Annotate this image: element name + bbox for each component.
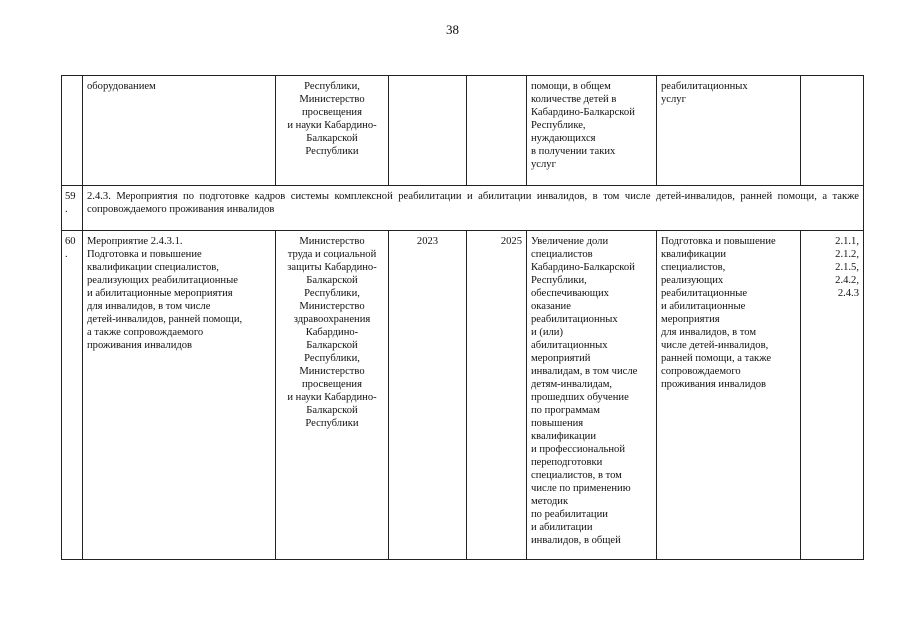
page-number: 38 (446, 22, 459, 37)
links-cell (801, 76, 864, 186)
result-cell: Увеличение доли специалистов Кабардино-Балкарской Республики, обеспечивающих оказание реабилитационных и (или) абилитационных мероприятий инвалидам, в том числе детям-инвалидам, прошедших обучение по программам повышения квалификации и профессиональной переподготовки специалистов, в том числе по применению методик по реабилитации и абилитации инвалидов, в общей (527, 231, 657, 560)
start-year-cell: 2023 (389, 231, 467, 560)
section-title: 2.4.3. Мероприятия по подготовке кадров системы комплексной реабилитации и абилитации инвалидов, в том числе детей-инвалидов, ранней помощи, а также сопровождаемого проживания инвалидов (83, 186, 864, 231)
activity-cell: оборудованием (83, 76, 276, 186)
activity-cell: Мероприятие 2.4.3.1. Подготовка и повышение квалификации специалистов, реализующих реабилитационные и абилитационные мероприятия для инвалидов, в том числе детей-инвалидов, ранней помощи, а также сопровождаемого проживания инвалидов (83, 231, 276, 560)
executor-cell: Министерство труда и социальной защиты Кабардино- Балкарской Республики, Министерство здравоохранения Кабардино- Балкарской Республики, Министерство просвещения и науки Кабардино- Балкарской Республики (276, 231, 389, 560)
result-cell: помощи, в общем количестве детей в Кабардино-Балкарской Республике, нуждающихся в получении таких услуг (527, 76, 657, 186)
program-activities-table (61, 75, 864, 560)
row-number (62, 76, 83, 186)
table-row (62, 186, 864, 231)
direction-cell: реабилитационных услуг (657, 76, 801, 186)
row-number: 60. (62, 231, 83, 560)
end-year-cell: 2025 (467, 231, 527, 560)
table-row (62, 76, 864, 186)
end-year-cell (467, 76, 527, 186)
start-year-cell (389, 76, 467, 186)
row-number: 59. (62, 186, 83, 231)
links-cell: 2.1.1, 2.1.2, 2.1.5, 2.4.2, 2.4.3 (801, 231, 864, 560)
executor-cell: Республики, Министерство просвещения и науки Кабардино- Балкарской Республики (276, 76, 389, 186)
direction-cell: Подготовка и повышение квалификации специалистов, реализующих реабилитационные и абилитационные мероприятия для инвалидов, в том числе детей-инвалидов, ранней помощи, а также сопровождаемого проживания инвалидов (657, 231, 801, 560)
table-row (62, 231, 864, 560)
